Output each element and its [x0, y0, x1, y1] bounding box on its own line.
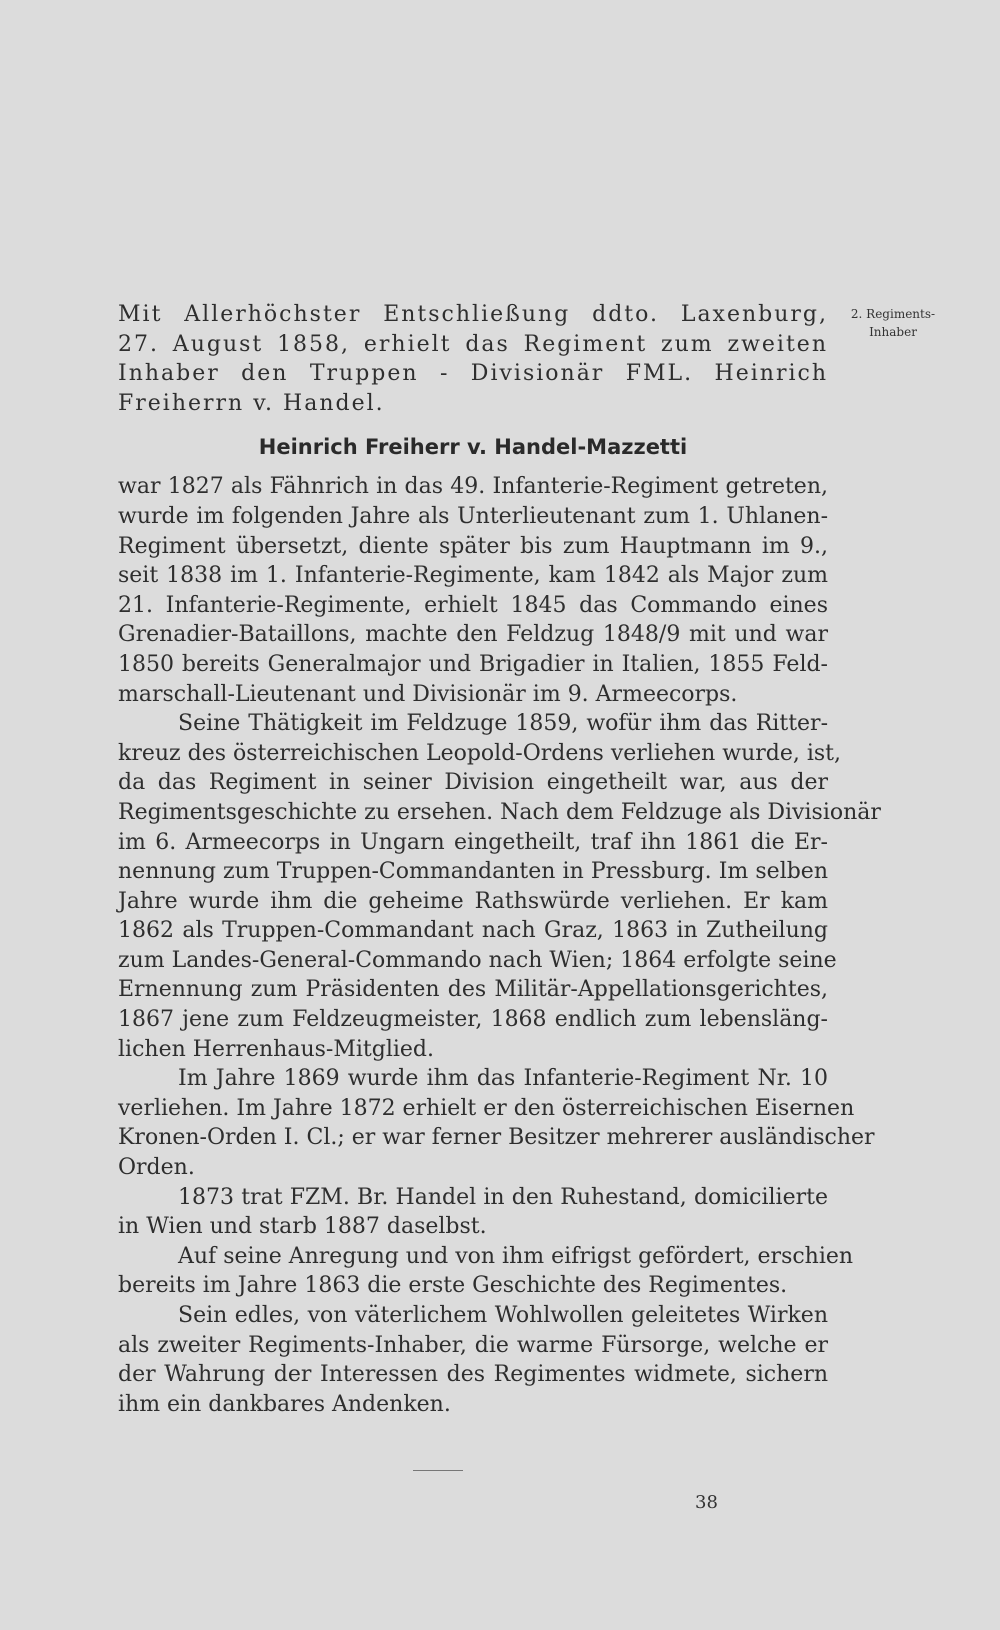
margin-note-line-1: 2. Regiments- [850, 307, 936, 321]
paragraph-3-line-6: nennung zum Truppen-Commandanten in Pressburg. Im selben [118, 859, 828, 885]
paragraph-3 [118, 709, 881, 1064]
paragraph-5-line-1: 1873 trat FZM. Br. Handel in den Ruhestand, domicilierte [178, 1184, 828, 1210]
main-text [118, 300, 881, 1419]
divider-line [413, 1470, 463, 1471]
paragraph-3-line-3: da das Regiment in seiner Division eingetheilt war, aus der [118, 770, 828, 796]
margin-note [843, 305, 943, 341]
paragraph-3-line-2: kreuz des österreichischen Leopold-Ordens verliehen wurde, ist, [118, 740, 842, 766]
paragraph-7-line-3: der Wahrung der Interessen des Regimentes widmete, sichern [118, 1362, 828, 1388]
paragraph-2 [118, 472, 828, 709]
paragraph-2-line-8: marschall-Lieutenant und Divisionär im 9. Armeecorps. [118, 681, 738, 707]
paragraph-3-line-12: lichen Herrenhaus-Mitglied. [118, 1036, 435, 1062]
paragraph-4-line-2: verliehen. Im Jahre 1872 erhielt er den österreichischen Eisernen [118, 1095, 855, 1121]
paragraph-6-line-2: bereits im Jahre 1863 die erste Geschichte des Regimentes. [118, 1273, 788, 1299]
paragraph-7-line-4: ihm ein dankbares Andenken. [118, 1391, 451, 1417]
paragraph-1-line-1: Mit Allerhöchster Entschließung ddto. Laxenburg, [118, 302, 828, 327]
paragraph-1 [118, 300, 828, 418]
paragraph-2-line-1: war 1827 als Fähnrich in das 49. Infanterie-Regiment getreten, [118, 474, 828, 500]
paragraph-1-line-2: 27. August 1858, erhielt das Regiment zum zweiten [118, 331, 828, 357]
paragraph-7 [118, 1301, 828, 1419]
margin-note-line-2: Inhaber [869, 325, 917, 339]
paragraph-7-line-2: als zweiter Regiments-Inhaber, die warme Fürsorge, welche er [118, 1332, 828, 1358]
paragraph-2-line-7: 1850 bereits Generalmajor und Brigadier in Italien, 1855 Feld- [118, 651, 828, 677]
paragraph-1-line-3: Inhaber den Truppen - Divisionär FML. Heinrich [118, 361, 828, 387]
paragraph-4 [118, 1064, 875, 1182]
paragraph-3-line-9: zum Landes-General-Commando nach Wien; 1864 erfolgte seine [118, 947, 837, 973]
paragraph-3-line-8: 1862 als Truppen-Commandant nach Graz, 1863 in Zutheilung [118, 918, 828, 944]
paragraph-2-line-5: 21. Infanterie-Regimente, erhielt 1845 das Commando eines [118, 592, 828, 618]
paragraph-4-line-4: Orden. [118, 1155, 195, 1181]
paragraph-2-line-3: Regiment übersetzt, diente später bis zum Hauptmann im 9., [118, 533, 828, 559]
paragraph-4-line-3: Kronen-Orden I. Cl.; er war ferner Besitzer mehrerer ausländischer [118, 1125, 875, 1151]
paragraph-2-line-6: Grenadier-Bataillons, machte den Feldzug 1848/9 mit und war [118, 622, 828, 648]
paragraph-5 [118, 1183, 828, 1242]
paragraph-1-line-4: Freiherrn v. Handel. [118, 390, 385, 416]
paragraph-3-line-1: Seine Thätigkeit im Feldzuge 1859, wofür ihm das Ritter- [178, 711, 828, 737]
section-heading: Heinrich Freiherr v. Handel-Mazzetti [258, 435, 688, 460]
paragraph-2-line-2: wurde im folgenden Jahre als Unterlieutenant zum 1. Uhlanen- [118, 503, 828, 529]
paragraph-4-line-1: Im Jahre 1869 wurde ihm das Infanterie-Regiment Nr. 10 [178, 1066, 828, 1092]
paragraph-6-line-1: Auf seine Anregung und von ihm eifrigst gefördert, erschien [178, 1243, 854, 1269]
paragraph-5-line-2: in Wien und starb 1887 daselbst. [118, 1214, 487, 1240]
paragraph-2-line-4: seit 1838 im 1. Infanterie-Regimente, kam 1842 als Major zum [118, 563, 828, 589]
paragraph-3-line-10: Ernennung zum Präsidenten des Militär-Appellationsgerichtes, [118, 977, 828, 1003]
page-number: 38 [695, 1492, 718, 1513]
paragraph-3-line-4: Regimentsgeschichte zu ersehen. Nach dem Feldzuge als Divisionär [118, 799, 881, 825]
paragraph-3-line-5: im 6. Armeecorps in Ungarn eingetheilt, traf ihn 1861 die Er- [118, 829, 828, 855]
paragraph-6 [118, 1242, 854, 1301]
paragraph-3-line-11: 1867 jene zum Feldzeugmeister, 1868 endlich zum lebensläng- [118, 1007, 828, 1033]
paragraph-7-line-1: Sein edles, von väterlichem Wohlwollen geleitetes Wirken [178, 1303, 828, 1328]
paragraph-3-line-7: Jahre wurde ihm die geheime Rathswürde verliehen. Er kam [118, 888, 828, 914]
